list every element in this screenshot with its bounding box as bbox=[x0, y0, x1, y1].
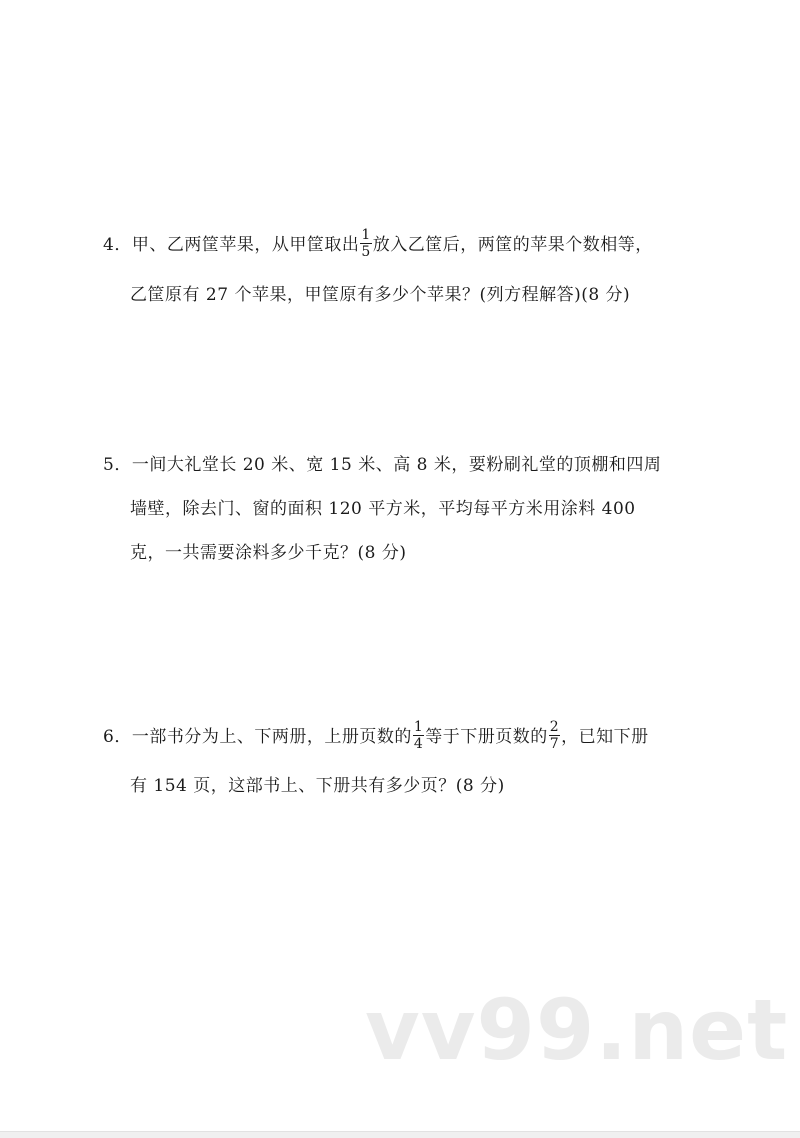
problem-text: 等于下册页数的 bbox=[425, 727, 548, 747]
problem-text: 甲、乙两筐苹果，从甲筐取出 bbox=[131, 235, 360, 255]
problem-text: 一部书分为上、下两册，上册页数的 bbox=[131, 727, 412, 747]
problem-5-line-3: 克，一共需要涂料多少千克？(8 分) bbox=[130, 543, 407, 563]
problem-6-line-1 bbox=[103, 719, 649, 753]
problem-5-line-1 bbox=[103, 453, 661, 477]
problem-number: 5． bbox=[103, 455, 132, 475]
watermark: vv99.net bbox=[365, 981, 789, 1079]
problem-number: 6． bbox=[103, 727, 132, 747]
fraction-one-fifth: $\frac{1}{5}$ bbox=[361, 227, 371, 260]
problem-5-line-2: 墙壁，除去门、窗的面积 120 平方米，平均每平方米用涂料 400 bbox=[130, 499, 636, 519]
problem-text: ，已知下册 bbox=[561, 727, 649, 747]
fraction-two-sevenths: $\frac{2}{7}$ bbox=[549, 719, 560, 752]
problem-text: 一间大礼堂长 20 米、宽 15 米、高 8 米，要粉刷礼堂的顶棚和四周 bbox=[131, 455, 662, 475]
problem-4-line-2: 乙筐原有 27 个苹果，甲筐原有多少个苹果？(列方程解答)(8 分) bbox=[130, 285, 631, 305]
problem-text: 放入乙筐后，两筐的苹果个数相等， bbox=[372, 235, 653, 255]
fraction-one-quarter: $\frac{1}{4}$ bbox=[413, 719, 424, 752]
problem-6-line-2: 有 154 页，这部书上、下册共有多少页？(8 分) bbox=[130, 776, 505, 796]
problem-number: 4． bbox=[103, 235, 132, 255]
problem-4-line-1 bbox=[103, 227, 653, 261]
